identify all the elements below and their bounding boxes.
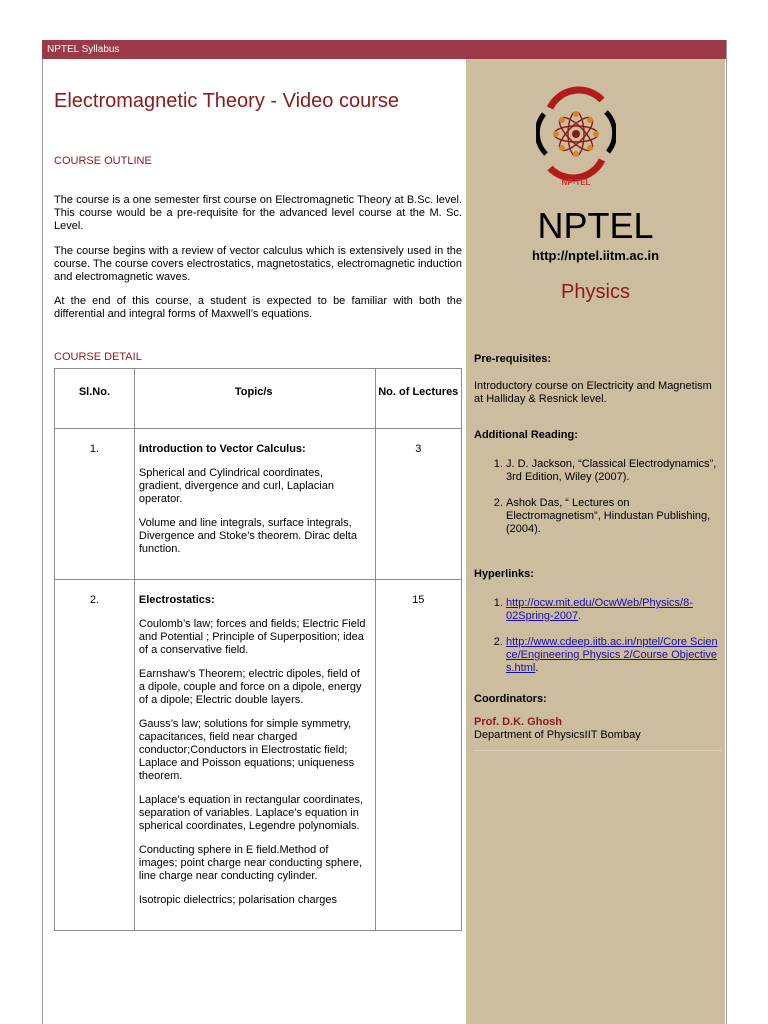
hyperlinks-heading: Hyperlinks: xyxy=(474,568,534,580)
prereq-heading: Pre-requisites: xyxy=(474,353,552,365)
course-detail-heading: COURSE DETAIL xyxy=(54,351,142,363)
hyperlink-item: 2. http://www.cdeep.iitb.ac.in/nptel/Core Science/Engineering Physics 2/Course Objectives.html. xyxy=(506,636,722,675)
hyperlink-cdeep[interactable]: http://www.cdeep.iitb.ac.in/nptel/Core Science/Engineering Physics 2/Course Objectives.html xyxy=(506,636,718,674)
coordinator-dept: Department of PhysicsIIT Bombay xyxy=(474,729,641,741)
hyperlinks-list xyxy=(474,597,722,675)
nptel-logo xyxy=(536,82,616,190)
reading-heading: Additional Reading: xyxy=(474,429,578,441)
table-row xyxy=(55,429,462,580)
col-header-lectures: No. of Lectures xyxy=(375,369,461,429)
topic-item: Spherical and Cylindrical coordinates, gradient, divergence and curl, Laplacian operator. xyxy=(138,467,334,505)
reading-list xyxy=(474,458,722,536)
hyperlinks-section xyxy=(474,568,722,688)
course-detail-table xyxy=(54,368,462,931)
topic-item: Volume and line integrals, surface integrals, Divergence and Stoke’s theorem. Dirac delta function. xyxy=(138,517,357,555)
reading-section xyxy=(474,429,722,549)
topic-item: Isotropic dielectrics; polarisation charges xyxy=(138,894,337,906)
logo-text: NP-TEL xyxy=(561,178,591,187)
prerequisites-section xyxy=(474,353,722,406)
header-label: NPTEL Syllabus xyxy=(47,44,120,55)
topic-item: Earnshaw’s Theorem; electric dipoles, field of a dipole, couple and force on a dipole, energy of a dipole; Electric double layers. xyxy=(138,668,362,706)
table-header-row xyxy=(55,369,462,429)
outline-paragraph-3: At the end of this course, a student is expected to be familiar with both the differential and integral forms of Maxwell’s equations. xyxy=(54,295,462,320)
topic-item: Coulomb’s law; forces and fields; Electric Field and Potential ; Principle of Superposition; idea of a conservative field. xyxy=(138,618,366,656)
row-lectures: 15 xyxy=(375,580,461,931)
course-title: Electromagnetic Theory - Video course xyxy=(54,90,399,112)
outline-paragraph-2: The course begins with a review of vector calculus which is extensively used in the course. The course covers electrostatics, magnetostatics, electromagnetic induction and electromagnetic waves. xyxy=(54,245,462,283)
course-outline-heading: COURSE OUTLINE xyxy=(54,155,152,167)
reading-item: 1. J. D. Jackson, “Classical Electrodynamics”, 3rd Edition, Wiley (2007). xyxy=(506,458,722,484)
row-topics xyxy=(134,429,375,580)
row-lectures: 3 xyxy=(375,429,461,580)
topic-title: Electrostatics: xyxy=(138,594,215,606)
outline-paragraph-1: The course is a one semester first course on Electromagnetic Theory at B.Sc. level. This course would be a pre-requisite for the advanced level course at the M. Sc. Level. xyxy=(54,194,462,232)
col-header-slno: Sl.No. xyxy=(55,369,135,429)
header-bar xyxy=(42,40,726,59)
topic-item: Conducting sphere in E field.Method of images; point charge near conducting sphere, line charge near conducting cylinder. xyxy=(138,844,363,882)
row-slno: 2. xyxy=(55,580,135,931)
org-url: http://nptel.iitm.ac.in xyxy=(531,248,660,263)
row-topics xyxy=(134,580,375,931)
reading-item: 2. Ashok Das, “ Lectures on Electromagnetism”, Hindustan Publishing, (2004). xyxy=(506,497,722,536)
org-name: NPTEL xyxy=(537,205,654,246)
prereq-text: Introductory course on Electricity and Magnetism at Halliday & Resnick level. xyxy=(474,380,712,405)
coordinators-heading: Coordinators: xyxy=(474,693,547,705)
row-slno: 1. xyxy=(55,429,135,580)
topic-item: Gauss’s law; solutions for simple symmetry, capacitances, field near charged conductor;Conductors in Electrostatic field; Laplace and Poisson equations; uniqueness theorem. xyxy=(138,718,355,782)
subject-name: Physics xyxy=(561,281,630,303)
coordinator-name: Prof. D.K. Ghosh xyxy=(474,716,562,728)
coordinators-section xyxy=(474,693,722,742)
sidebar-divider xyxy=(474,750,722,751)
topic-item: Laplace’s equation in rectangular coordinates, separation of variables. Laplace’s equation in spherical coordinates, Legendre polynomials. xyxy=(138,794,364,832)
hyperlink-item: 1. http://ocw.mit.edu/OcwWeb/Physics/8-02Spring-2007. xyxy=(506,597,722,623)
col-header-topics: Topic/s xyxy=(134,369,375,429)
topic-title: Introduction to Vector Calculus: xyxy=(138,443,306,455)
hyperlink-mit-ocw[interactable]: http://ocw.mit.edu/OcwWeb/Physics/8-02Spring-2007 xyxy=(506,597,693,622)
table-row xyxy=(55,580,462,931)
